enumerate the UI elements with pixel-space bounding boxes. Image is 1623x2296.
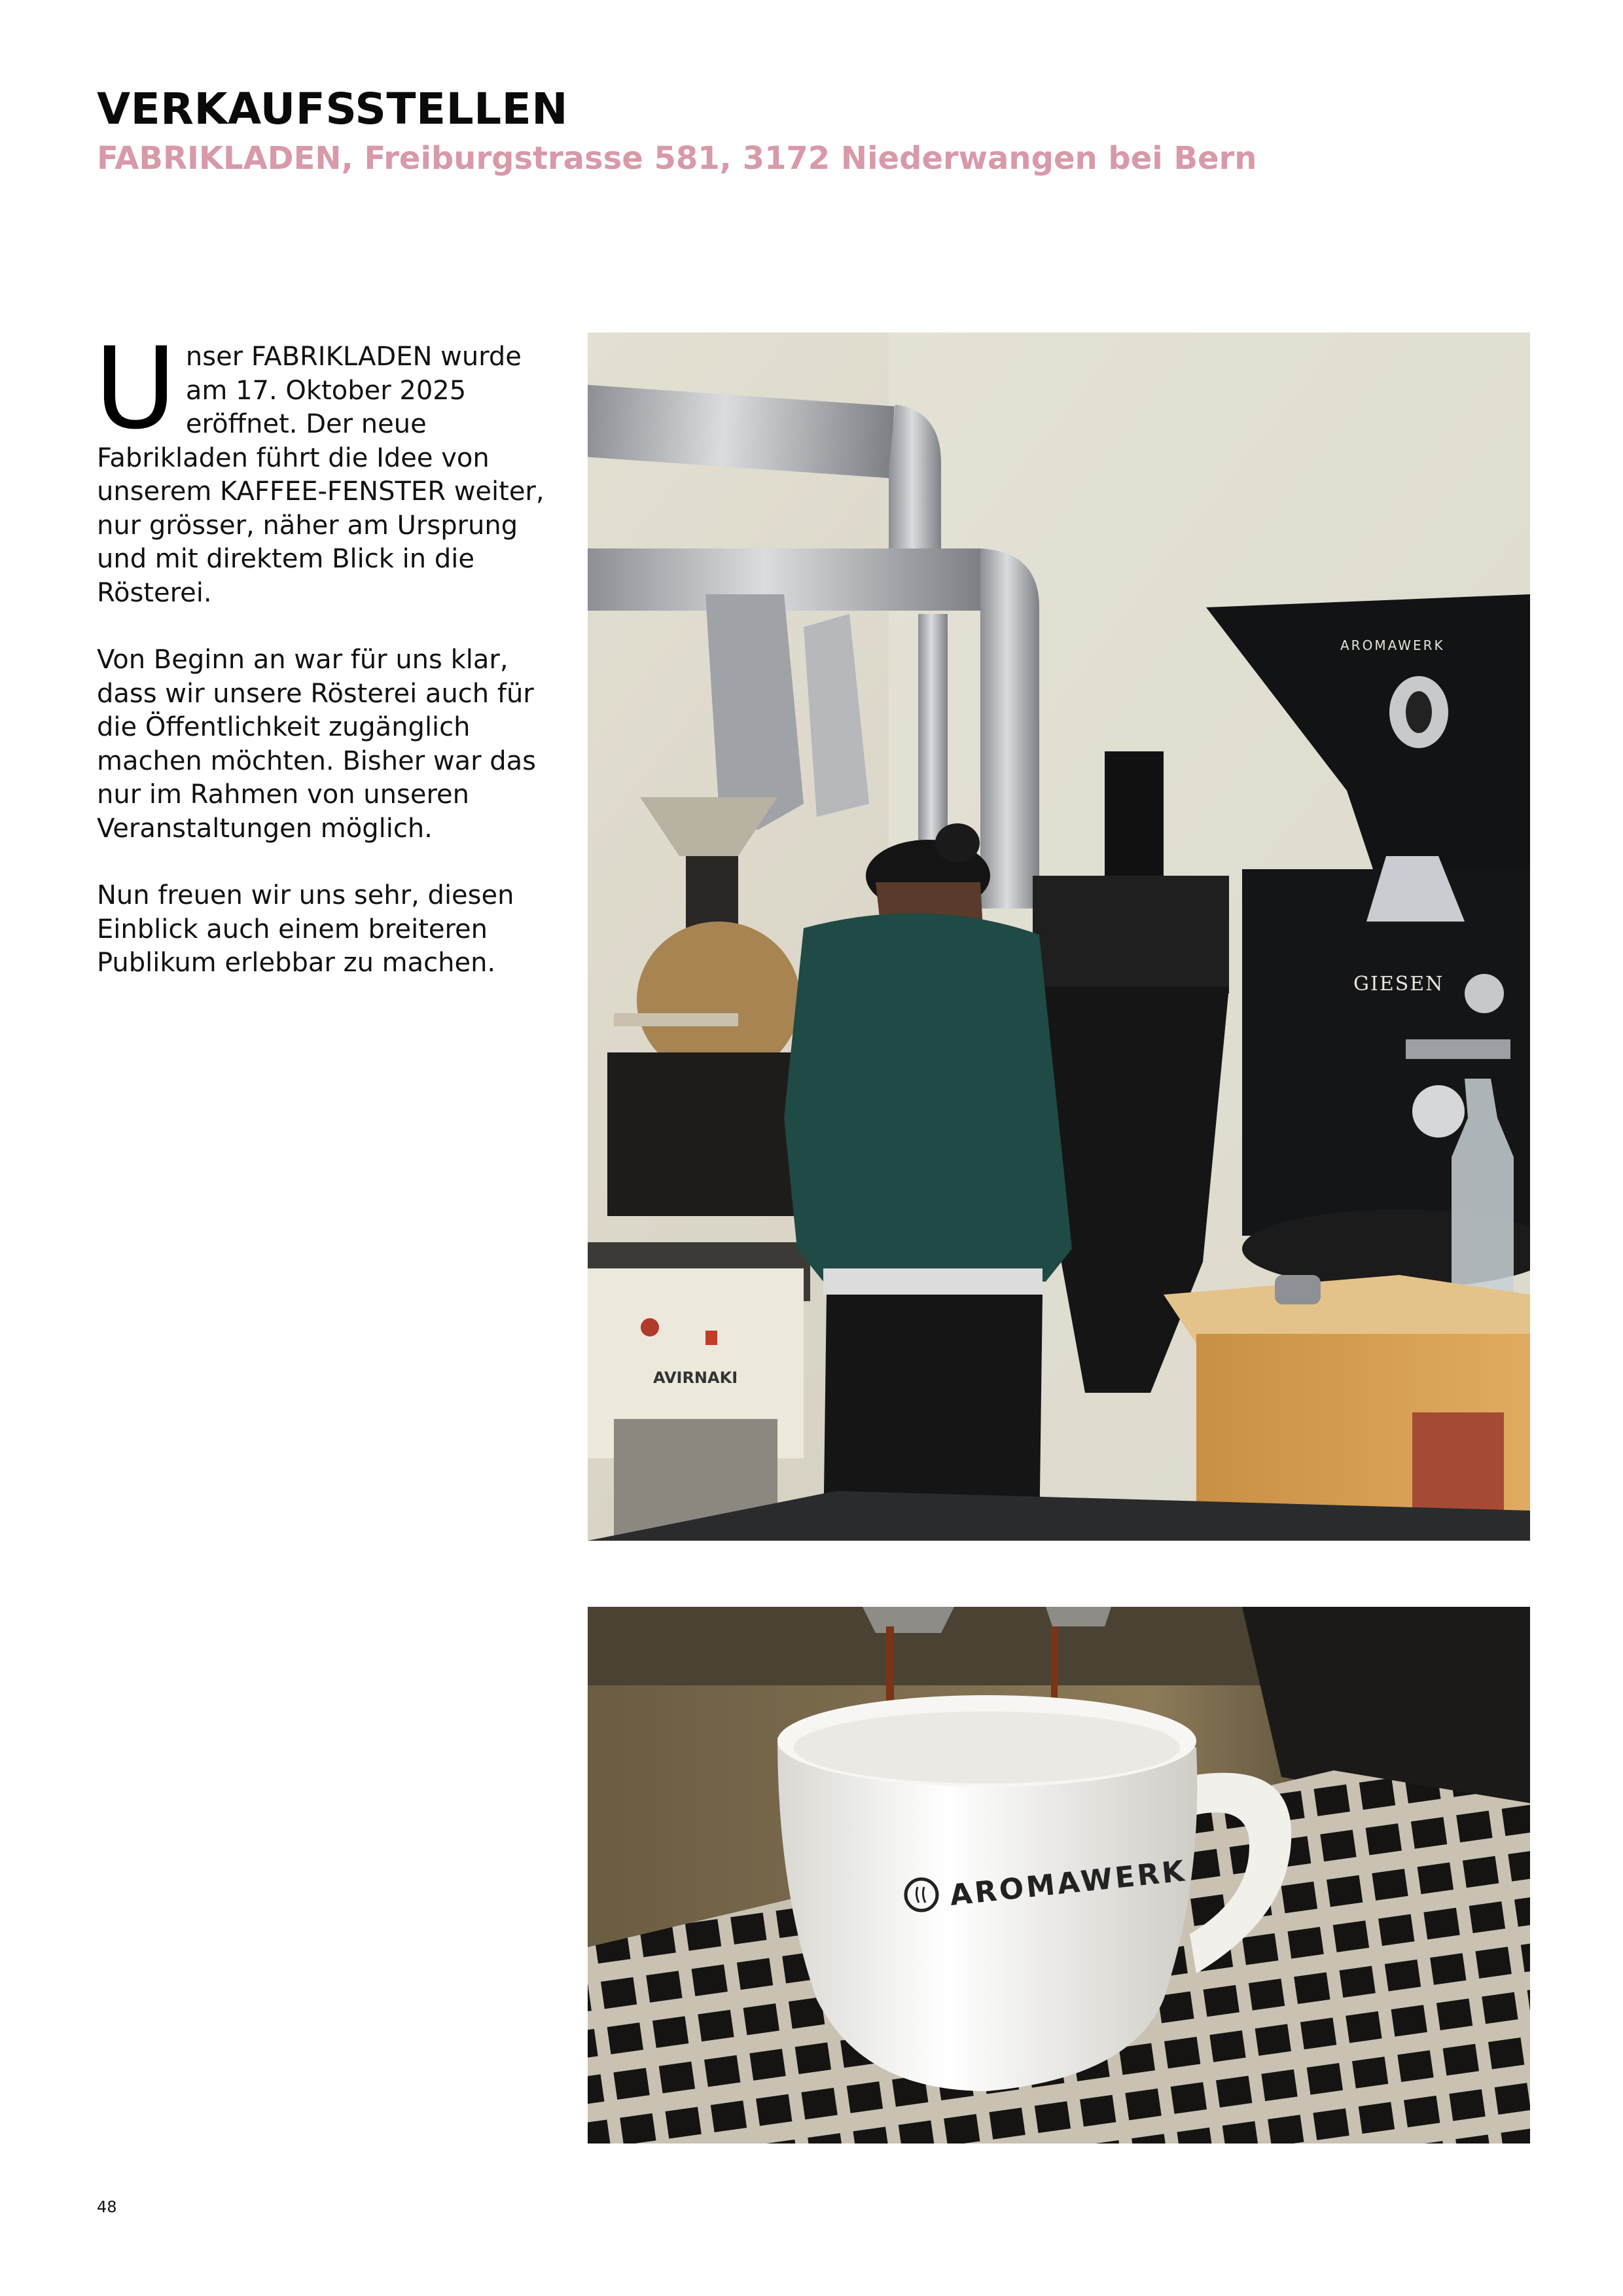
page-number: 48 bbox=[97, 2198, 117, 2216]
page-title: VERKAUFSSTELLEN bbox=[97, 84, 568, 134]
roaster-maker-label: GIESEN bbox=[1353, 973, 1444, 996]
roaster-brand-label: AROMAWERK bbox=[1340, 637, 1445, 653]
espresso-cup-photo bbox=[588, 1607, 1530, 2144]
article-body bbox=[94, 323, 562, 1014]
roastery-photo bbox=[588, 332, 1530, 1541]
drop-cap: U bbox=[94, 323, 177, 454]
cup-brand-label: AROMAWERK bbox=[948, 1854, 1188, 1912]
page-subtitle-address: FABRIKLADEN, Freiburgstrasse 581, 3172 Niederwangen bei Bern bbox=[97, 140, 1257, 177]
paragraph-outlook: Nun freuen wir uns sehr, diesen Einblick auch einem breiteren Publikum erlebbar zu machen. bbox=[97, 880, 514, 978]
paragraph-intro bbox=[94, 323, 562, 610]
paragraph-vision: Von Beginn an war für uns klar, dass wir unsere Rösterei auch für die Öffentlichkeit zugänglich machen möchten. Bisher war das nur im Rahmen von unseren Veranstaltungen möglich. bbox=[97, 645, 536, 844]
grinder-label: AVIRNAKI bbox=[653, 1369, 738, 1387]
paragraph-intro-text: nser FABRIKLADEN wurde am 17. Oktober 2025 eröffnet. Der neue Fabrikladen führt die Idee von unserem KAFFEE-FENSTER weiter, nur grösser, näher am Ursprung und mit direktem Blick in die Rösterei. bbox=[97, 342, 544, 608]
